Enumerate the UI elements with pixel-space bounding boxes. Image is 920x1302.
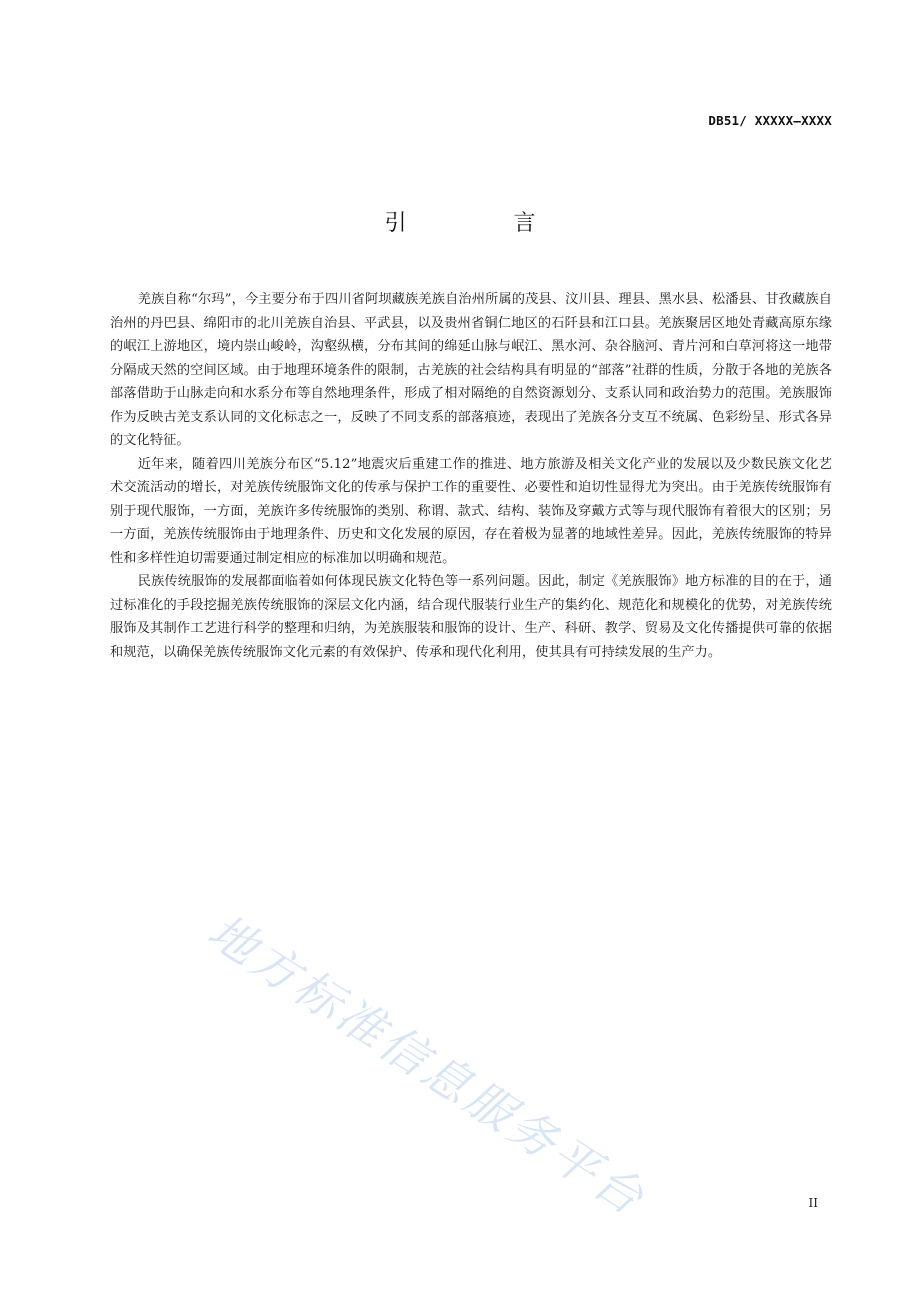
- document-code: DB51/ XXXXX—XXXX: [708, 113, 832, 128]
- body-text: [110, 288, 832, 664]
- paragraph-purpose: 民族传统服饰的发展都面临着如何体现民族文化特色等一系列问题。因此，制定《羌族服饰》地方标准的目的在于，通过标准化的手段挖掘羌族传统服饰的深层文化内涵，结合现代服装行业生产的集约化、规范化和规模化的优势，对羌族传统服饰及其制作工艺进行科学的整理和归纳，为羌族服装和服饰的设计、生产、科研、教学、贸易及文化传播提供可靠的依据和规范，以确保羌族传统服饰文化元素的有效保护、传承和现代化利用，使其具有可持续发展的生产力。: [110, 574, 832, 660]
- paragraph-recent: 近年来，随着四川羌族分布区“5.12”地震灾后重建工作的推进、地方旅游及相关文化产业的发展以及少数民族文化艺术交流活动的增长，对羌族传统服饰文化的传承与保护工作的重要性、必要性和迫切性显得尤为突出。由于羌族传统服饰有别于现代服饰，一方面，羌族许多传统服饰的类别、称谓、款式、结构、装饰及穿戴方式等与现代服饰有着很大的区别；另一方面，羌族传统服饰由于地理条件、历史和文化发展的原因，存在着极为显著的地域性差异。因此，羌族传统服饰的特异性和多样性迫切需要通过制定相应的标准加以明确和规范。: [110, 456, 832, 566]
- paragraph-intro: 羌族自称“尔玛”，今主要分布于四川省阿坝藏族羌族自治州所属的茂县、汶川县、理县、黑水县、松潘县、甘孜藏族自治州的丹巴县、绵阳市的北川羌族自治县、平武县，以及贵州省铜仁地区的石阡县和江口县。羌族聚居区地处青藏高原东缘的岷江上游地区，境内崇山峻岭，沟壑纵横，分布其间的绵延山脉与岷江、黑水河、杂谷脑河、青片河和白草河将这一地带分隔成天然的空间区域。由于地理环境条件的限制，古羌族的社会结构具有明显的“部落”社群的性质，分散于各地的羌族各部落借助于山脉走向和水系分布等自然地理条件，形成了相对隔绝的自然资源划分、支系认同和政治势力的范围。羌族服饰作为反映古羌支系认同的文化标志之一，反映了不同支系的部落痕迹，表现出了羌族各分支互不统属、色彩纷呈、形式各异的文化特征。: [110, 292, 832, 448]
- page-title: 引 言: [384, 211, 586, 236]
- watermark: 地方标准信息服务平台: [197, 903, 656, 1228]
- page-number: II: [808, 1196, 818, 1210]
